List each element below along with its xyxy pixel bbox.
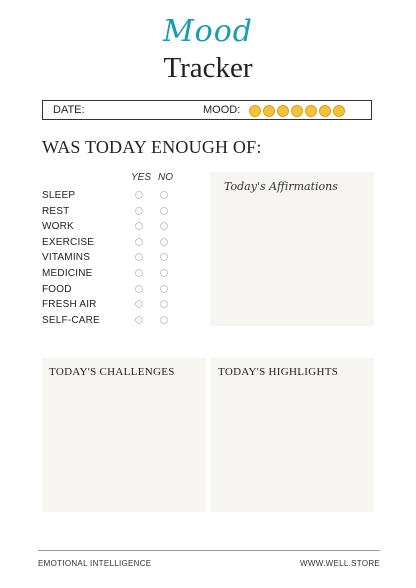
checklist-row <box>42 188 182 204</box>
checklist-label: MEDICINE <box>42 267 93 279</box>
footer-left-text: EMOTIONAL INTELLIGENCE <box>38 559 152 568</box>
question-heading: WAS TODAY ENOUGH OF: <box>42 137 262 157</box>
date-mood-bar <box>42 100 372 120</box>
neutral-face-icon[interactable] <box>291 105 303 117</box>
affirmations-panel[interactable] <box>210 172 374 326</box>
highlights-title: TODAY'S HIGHLIGHTS <box>218 366 339 378</box>
footer-right-text: WWW.WELL.STORE <box>300 559 381 568</box>
no-radio[interactable] <box>160 207 168 215</box>
challenges-title: TODAY'S CHALLENGES <box>49 366 175 378</box>
no-radio[interactable] <box>160 300 168 308</box>
yes-radio[interactable] <box>135 253 143 261</box>
checklist-label: FRESH AIR <box>42 299 97 311</box>
checklist-row <box>42 282 182 298</box>
checklist <box>42 188 182 328</box>
checklist-row <box>42 204 182 220</box>
yes-radio[interactable] <box>135 285 143 293</box>
yes-radio[interactable] <box>135 191 143 199</box>
yes-radio[interactable] <box>135 207 143 215</box>
frowning-face-icon[interactable] <box>277 105 289 117</box>
angry-face-icon[interactable] <box>263 105 275 117</box>
affirmations-title: Today's Affirmations <box>224 180 338 193</box>
no-radio[interactable] <box>160 191 168 199</box>
yes-column-header: YES <box>131 172 152 183</box>
footer-divider <box>38 550 380 551</box>
page-title: Tracker <box>163 52 253 84</box>
checklist-row <box>42 266 182 282</box>
challenges-panel[interactable] <box>42 358 206 512</box>
checklist-label: EXERCISE <box>42 236 95 248</box>
yes-radio[interactable] <box>135 269 143 277</box>
yes-radio[interactable] <box>135 300 143 308</box>
date-label: DATE: <box>53 104 85 116</box>
smiling-face-icon[interactable] <box>305 105 317 117</box>
mood-icons <box>249 102 345 117</box>
hearts-face-icon[interactable] <box>319 105 331 117</box>
highlights-panel[interactable] <box>211 358 374 512</box>
no-radio[interactable] <box>160 253 168 261</box>
crying-face-icon[interactable] <box>249 105 261 117</box>
no-radio[interactable] <box>160 269 168 277</box>
no-radio[interactable] <box>160 238 168 246</box>
checklist-label: VITAMINS <box>42 252 91 264</box>
checklist-label: FOOD <box>42 283 72 295</box>
checklist-row <box>42 235 182 251</box>
checklist-row <box>42 219 182 235</box>
no-radio[interactable] <box>160 316 168 324</box>
mood-label: MOOD: <box>203 104 241 116</box>
grinning-face-icon[interactable] <box>333 105 345 117</box>
script-title: Mood <box>162 14 254 49</box>
checklist-label: SLEEP <box>42 190 76 201</box>
yes-radio[interactable] <box>135 238 143 246</box>
checklist-row <box>42 313 182 329</box>
checklist-label: SELF-CARE <box>42 314 100 326</box>
yes-radio[interactable] <box>135 316 143 324</box>
checklist-row <box>42 250 182 266</box>
checklist-row <box>42 297 182 313</box>
yes-radio[interactable] <box>135 222 143 230</box>
checklist-label: WORK <box>42 221 74 233</box>
no-radio[interactable] <box>160 222 168 230</box>
no-radio[interactable] <box>160 285 168 293</box>
no-column-header: NO <box>158 172 173 183</box>
checklist-label: REST <box>42 205 70 217</box>
